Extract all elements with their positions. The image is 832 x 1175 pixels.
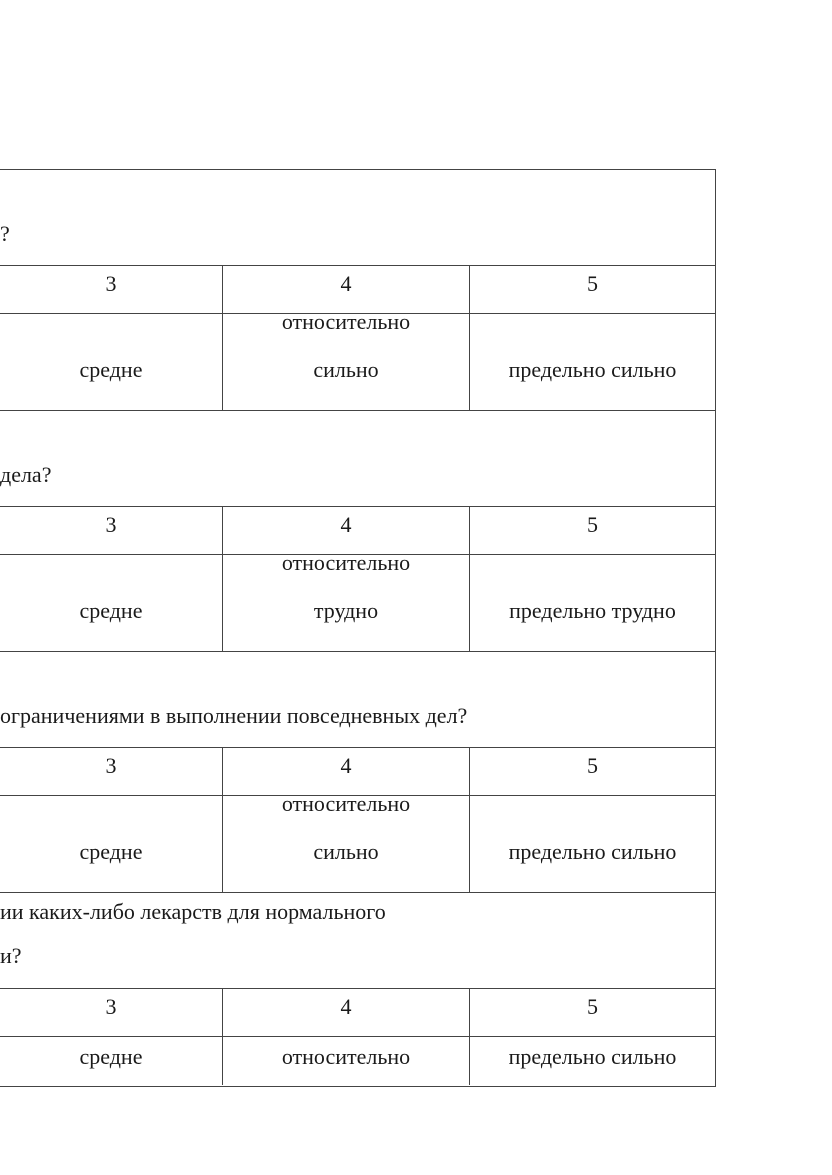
scale-number-4: 4: [222, 507, 469, 554]
scale-label-row: [0, 550, 715, 651]
scale-number-5: 5: [469, 748, 715, 795]
question-row: [0, 170, 715, 266]
label-line: средне: [79, 598, 143, 623]
question-text: [0, 890, 386, 978]
label-line: относительно: [281, 309, 411, 334]
scale-number-4: 4: [222, 266, 469, 313]
scale-label-5: [469, 314, 715, 410]
scale-number-5: 5: [469, 507, 715, 554]
scale-label-3: [0, 314, 222, 410]
scale-label-row: [0, 309, 715, 410]
question-row: [0, 411, 715, 507]
label-line: относительно: [281, 1044, 411, 1069]
question-row: [0, 893, 715, 989]
scale-label-5: [469, 555, 715, 651]
questionnaire-table: [0, 169, 716, 1087]
label-line: средне: [79, 357, 143, 382]
scale-number-5: 5: [469, 989, 715, 1036]
scale-label-3: [0, 555, 222, 651]
scale-number-3: 3: [105, 271, 117, 296]
question-block-1: [0, 170, 715, 411]
question-row: [0, 652, 715, 748]
label-line: предельно трудно: [509, 598, 676, 623]
question-line: ии каких-либо лекарств для нормального: [0, 899, 386, 924]
label-line: сильно: [313, 357, 379, 382]
label-line: относительно: [281, 550, 411, 575]
question-text: дела?: [0, 462, 52, 487]
label-line: предельно сильно: [508, 1044, 677, 1069]
question-block-3: [0, 652, 715, 893]
scale-label-row: [0, 1037, 715, 1085]
question-text: ограничениями в выполнении повседневных дел?: [0, 703, 468, 728]
label-line: предельно сильно: [508, 357, 677, 382]
scale-label-row: [0, 791, 715, 892]
scale-label-4: [222, 791, 469, 892]
question-block-4: [0, 893, 715, 1085]
question-line: и?: [0, 943, 22, 968]
scale-number-4: 4: [222, 748, 469, 795]
label-line: относительно: [281, 791, 411, 816]
question-text: ?: [0, 221, 10, 246]
label-line: средне: [79, 1044, 143, 1069]
scale-number-row: [0, 989, 715, 1037]
scale-label-4: [222, 1037, 469, 1085]
scale-label-5: [469, 1037, 715, 1085]
scale-label-4: [222, 550, 469, 651]
label-line: трудно: [313, 598, 379, 623]
scale-label-5: [469, 796, 715, 892]
scale-label-3: [0, 796, 222, 892]
scale-number-4: 4: [222, 989, 469, 1036]
scale-number-3: 3: [105, 512, 117, 537]
scale-number-3: 3: [105, 753, 117, 778]
label-line: средне: [79, 839, 143, 864]
label-line: сильно: [313, 839, 379, 864]
scale-label-4: [222, 309, 469, 410]
label-line: предельно сильно: [508, 839, 677, 864]
scale-number-5: 5: [469, 266, 715, 313]
scale-number-3: 3: [105, 994, 117, 1019]
question-block-2: [0, 411, 715, 652]
scale-label-3: [0, 1037, 222, 1085]
